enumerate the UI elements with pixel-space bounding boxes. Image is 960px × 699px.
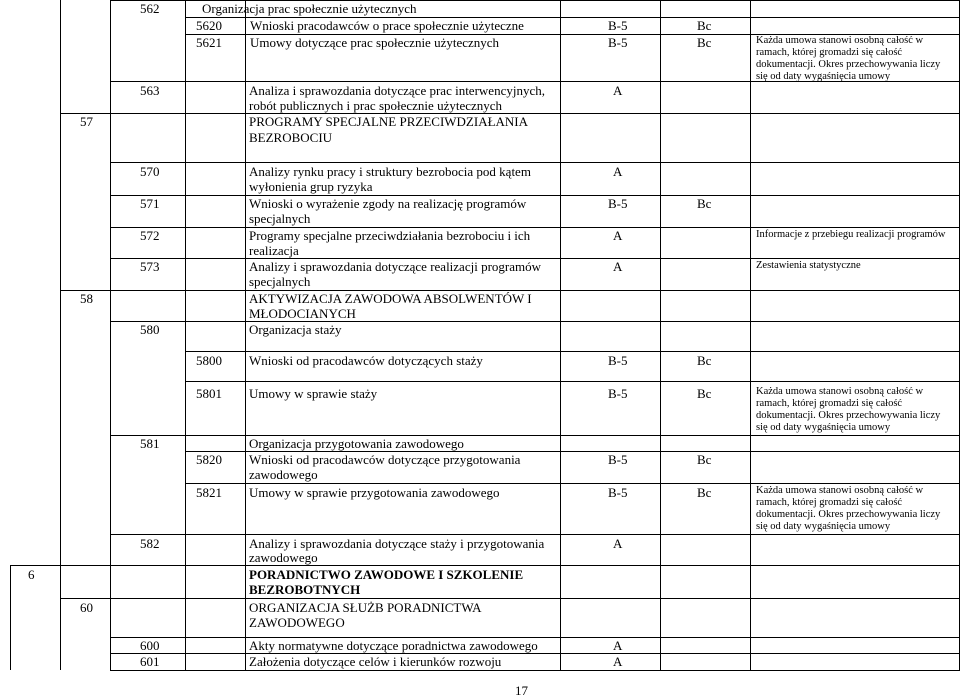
name-563-2: robót publicznych i prac społecznie użytecznych [249,98,503,113]
name-573-2: specjalnych [249,274,311,289]
name-57-2: BEZROBOCIU [249,130,333,145]
rule [110,670,960,671]
name-570-1: Analizy rynku pracy i struktury bezrobocia pod kątem [249,164,531,179]
note-5621-4: się od daty wygaśnięcia umowy [756,71,891,82]
name-582-2: zawodowego [249,550,318,565]
note-5801-3: dokumentacji. Okres przechowywania liczy [756,410,941,421]
cat-5800: B-5 [608,353,628,368]
name-60-2: ZAWODOWEGO [249,615,345,630]
code-580: 580 [140,322,160,337]
code-5800: 5800 [196,353,222,368]
name-573-1: Analizy i sprawozdania dotyczące realizacji programów [249,259,541,274]
code-581: 581 [140,436,160,451]
cat-573: A [613,259,623,274]
rule [185,483,960,484]
name-601: Założenia dotyczące celów i kierunków rozwoju [249,654,502,669]
rule [185,0,186,670]
rule [110,227,960,228]
name-580: Organizacja staży [249,322,342,337]
name-5801: Umowy w sprawie staży [249,386,378,401]
page-number: 17 [515,683,528,698]
name-562: Organizacja prac społecznie użytecznych [202,1,417,16]
rule [110,195,960,196]
cat-601: A [613,654,623,669]
note-5621-3: dokumentacji. Okres przechowywania liczy [756,59,941,70]
name-581: Organizacja przygotowania zawodowego [249,436,464,451]
code-5820: 5820 [196,452,222,467]
cat-5620: B-5 [608,18,628,33]
cat-572: A [613,228,623,243]
sub-571: Bc [697,196,712,211]
note-5821-2: ramach, której gromadzi się całość [756,497,903,508]
name-582-1: Analizy i sprawozdania dotyczące staży i przygotowania [249,536,545,551]
name-6-1: PORADNICTWO ZAWODOWE I SZKOLENIE [249,567,524,582]
note-5821-1: Każda umowa stanowi osobną całość w [756,485,924,496]
name-563-1: Analiza i sprawozdania dotyczące prac interwencyjnych, [249,83,545,98]
cat-571: B-5 [608,196,628,211]
note-5621-2: ramach, której gromadzi się całość [756,47,903,58]
note-572: Informacje z przebiegu realizacji programów [756,229,946,240]
name-58-2: MŁODOCIANYCH [249,306,356,321]
rule [750,0,751,670]
note-5801-2: ramach, której gromadzi się całość [756,398,903,409]
code-601: 601 [140,654,160,669]
name-5800: Wnioski od pracodawców dotyczących staży [249,353,483,368]
cat-563: A [613,83,623,98]
rule [110,321,960,322]
code-58: 58 [80,291,93,306]
name-57-1: PROGRAMY SPECJALNE PRZECIWDZIAŁANIA [249,114,529,129]
code-573: 573 [140,259,160,274]
cat-5621: B-5 [608,35,628,50]
name-571-2: specjalnych [249,211,311,226]
cat-5821: B-5 [608,485,628,500]
cat-582: A [613,536,623,551]
name-572-2: realizacja [249,243,299,258]
sub-5821: Bc [697,485,712,500]
code-563: 563 [140,83,160,98]
cat-600: A [613,638,623,653]
name-5820-2: zawodowego [249,467,318,482]
code-562: 562 [140,1,160,16]
name-5820-1: Wnioski od pracodawców dotyczące przygotowania [249,452,521,467]
code-5621: 5621 [196,35,222,50]
name-5620: Wnioski pracodawców o prace społecznie użyteczne [250,18,524,33]
note-5801-4: się od daty wygaśnięcia umowy [756,422,891,433]
code-582: 582 [140,536,160,551]
rule [60,598,960,599]
rule [185,381,960,382]
rule [10,565,11,670]
rule [660,0,661,670]
name-571-1: Wnioski o wyrażenie zgody na realizację programów [249,196,527,211]
code-5801: 5801 [196,386,222,401]
code-571: 571 [140,196,160,211]
rule [10,565,960,566]
code-572: 572 [140,228,160,243]
code-600: 600 [140,638,160,653]
name-5821: Umowy w sprawie przygotowania zawodowego [249,485,500,500]
name-572-1: Programy specjalne przeciwdziałania bezrobociu i ich [249,228,531,243]
sub-5620: Bc [697,18,712,33]
rule [185,351,960,352]
sub-5800: Bc [697,353,712,368]
rule [110,435,960,436]
note-5621-1: Każda umowa stanowi osobną całość w [756,35,924,46]
code-5821: 5821 [196,485,222,500]
cat-570: A [613,164,623,179]
note-573: Zestawienia statystyczne [756,260,861,271]
rule [110,162,960,163]
code-60: 60 [80,600,93,615]
sub-5801: Bc [697,386,712,401]
rule [245,0,246,670]
cat-5820: B-5 [608,452,628,467]
name-6-2: BEZROBOTNYCH [249,582,361,597]
name-60-1: ORGANIZACJA SŁUŻB PORADNICTWA [249,600,482,615]
rule [110,0,111,670]
sub-5820: Bc [697,452,712,467]
name-570-2: wyłonienia grup ryzyka [249,179,373,194]
rule [110,653,960,654]
note-5801-1: Każda umowa stanowi osobną całość w [756,386,924,397]
code-5620: 5620 [196,18,222,33]
code-570: 570 [140,164,160,179]
code-6: 6 [28,567,35,582]
cat-5801: B-5 [608,386,628,401]
note-5821-4: się od daty wygaśnięcia umowy [756,521,891,532]
name-5621: Umowy dotyczące prac społecznie użytecznych [250,35,500,50]
sub-5621: Bc [697,35,712,50]
rule [110,534,960,535]
name-58-1: AKTYWIZACJA ZAWODOWA ABSOLWENTÓW I [249,291,532,306]
rule [60,0,61,670]
code-57: 57 [80,114,93,129]
rule [560,0,561,670]
note-5821-3: dokumentacji. Okres przechowywania liczy [756,509,941,520]
name-600: Akty normatywne dotyczące poradnictwa zawodowego [249,638,538,653]
